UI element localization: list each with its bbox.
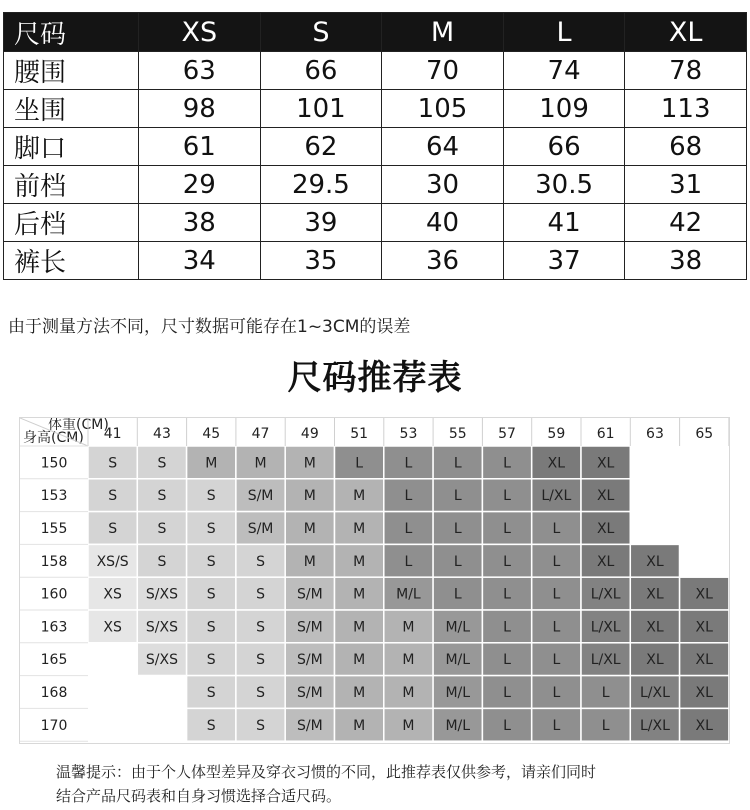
size-rec-label: L/XL [590,586,621,603]
size-cell: 61 [139,128,261,166]
size-rec-label: S/XS [145,586,178,603]
size-rec-label: L [503,488,511,505]
size-cell: 35 [260,242,382,280]
tip-line-2: 结合产品尺码表和自身习惯选择合适尺码。 [56,787,342,805]
weight-header: 47 [251,426,270,442]
size-cell: 38 [625,242,747,280]
size-rec-label: S [206,521,216,537]
size-cell: 78 [625,52,747,90]
size-cell: 42 [625,204,747,242]
weight-header: 53 [399,426,418,442]
size-rec-cell [137,708,186,741]
size-row [4,204,747,242]
size-rec-label: M [402,685,415,701]
weight-header: 41 [103,426,122,442]
size-rec-cell [680,446,729,479]
size-rec-label: XL [695,717,713,734]
size-row-label: 脚口 [4,128,139,166]
size-rec-label: S/M [297,586,323,603]
size-rec-label: S [206,586,216,603]
corner-weight-label: 体重(CM) [48,418,109,433]
size-rec-label: S [157,455,167,472]
size-rec-label: XL [646,619,664,636]
size-rec-label: L [552,619,561,636]
size-rec-label: L [503,685,511,701]
size-header-s: S [260,13,382,52]
size-rec-label: S [157,521,167,537]
size-rec-label: XL [596,488,615,505]
size-row-label: 后档 [4,204,139,242]
size-rec-label: S/M [247,488,274,505]
size-rec-label: XL [646,586,664,603]
recommend-title: 尺码推荐表 [287,358,463,398]
size-rec-label: M/L [445,652,471,669]
size-rec-cell [630,512,679,545]
size-rec-label: L [552,553,561,570]
size-rec-label: L [503,521,511,537]
size-rec-cell [88,676,137,709]
size-cell: 30 [382,166,504,204]
size-cell: 98 [139,90,261,128]
recommend-grid [20,418,729,743]
height-label: 153 [40,488,68,505]
size-rec-cell [680,479,729,512]
size-rec-label: S [108,521,118,537]
size-rec-label: L [503,455,511,472]
size-rec-label: S/M [297,717,323,734]
size-rec-label: XL [596,455,615,472]
recommend-grid-svg [20,418,729,743]
size-cell: 39 [260,204,382,242]
weight-header: 59 [547,426,566,442]
size-cell: 34 [139,242,261,280]
size-rec-label: L [503,717,511,734]
size-rec-label: S [108,455,118,472]
size-rec-label: S [206,488,216,505]
size-row-label: 腰围 [4,52,139,90]
size-rec-label: M/L [445,685,471,701]
size-cell: 40 [382,204,504,242]
size-rec-label: L [355,455,364,472]
size-cell: 113 [625,90,747,128]
size-header-xs: XS [139,13,261,52]
size-header-m: M [382,13,504,52]
size-cell: 105 [382,90,504,128]
size-rec-label: L/XL [590,619,621,636]
size-row [4,242,747,280]
size-cell: 66 [503,128,625,166]
size-rec-label: M/L [445,717,471,734]
size-row [4,166,747,204]
weight-header: 65 [695,426,714,442]
size-rec-cell [630,446,679,479]
weight-header: 57 [498,426,516,442]
size-cell: 29.5 [260,166,382,204]
size-rec-label: S/XS [145,652,178,669]
size-rec-label: S [206,685,216,701]
height-label: 160 [40,586,68,603]
size-table [3,12,747,280]
size-rec-label: L [453,455,462,472]
size-cell: 38 [139,204,261,242]
size-cell: 109 [503,90,625,128]
size-rec-label: L/XL [541,488,572,505]
size-rec-label: XL [695,685,713,701]
size-rec-label: L [503,619,511,636]
size-rec-label: L [601,717,610,734]
height-label: 168 [40,685,68,701]
corner-height-label: 身高(CM) [23,430,84,446]
size-rec-label: M [402,717,415,734]
size-cell: 29 [139,166,261,204]
size-rec-label: S [206,652,216,669]
size-rec-label: XL [547,455,566,472]
size-cell: 62 [260,128,382,166]
size-rec-label: XL [695,619,713,636]
size-rec-cell [88,708,137,741]
size-rec-label: M [353,619,366,636]
size-rec-label: S [256,553,265,570]
weight-header: 43 [153,426,171,442]
size-rec-label: M [353,586,366,603]
size-rec-label: L [552,685,561,701]
size-rec-label: S [256,619,265,636]
size-cell: 70 [382,52,504,90]
size-cell: 37 [503,242,625,280]
size-rec-label: L [552,586,561,603]
size-cell: 41 [503,204,625,242]
size-row-label: 坐围 [4,90,139,128]
size-rec-label: M [303,488,316,505]
size-row [4,52,747,90]
size-cell: 74 [503,52,625,90]
size-header-l: L [503,13,625,52]
weight-header: 49 [300,426,319,442]
size-rec-label: L [453,553,462,570]
size-cell: 31 [625,166,747,204]
size-rec-label: XL [695,586,713,603]
weight-header: 63 [646,426,664,442]
size-rec-label: L/XL [590,652,621,669]
size-table-header-row [4,13,747,52]
size-cell: 66 [260,52,382,90]
weight-header: 61 [596,426,615,442]
size-cell: 63 [139,52,261,90]
size-rec-label: S [206,619,216,636]
size-rec-label: M/L [396,586,421,603]
size-cell: 68 [625,128,747,166]
size-rec-cell [88,643,137,676]
size-rec-cell [680,544,729,577]
size-rec-label: XL [596,521,615,537]
size-rec-label: L [453,586,462,603]
tip-line-1: 温馨提示：由于个人体型差异及穿衣习惯的不同，此推荐表仅供参考，请亲们同时 [56,763,597,781]
size-rec-cell [137,676,186,709]
height-label: 163 [40,619,68,636]
size-rec-label: M [353,652,366,669]
size-rec-label: S [108,488,118,505]
weight-header: 55 [448,426,467,442]
size-rec-cell [680,512,729,545]
size-rec-label: M [353,521,366,537]
size-rec-label: L [453,488,462,505]
size-rec-label: XL [646,652,664,669]
measurement-note: 由于测量方法不同，尺寸数据可能存在1~3CM的误差 [8,317,411,337]
size-rec-label: M [402,619,415,636]
size-rec-label: S [157,488,167,505]
size-rec-label: L [552,652,561,669]
size-rec-label: XL [695,652,713,669]
size-cell: 64 [382,128,504,166]
size-rec-label: M [205,455,218,472]
size-rec-label: S [256,586,265,603]
size-rec-label: S/M [297,652,323,669]
tip-text [56,760,596,808]
height-label: 170 [40,717,68,734]
size-rec-label: M [353,488,366,505]
height-label: 165 [40,652,68,669]
size-cell: 30.5 [503,166,625,204]
size-header-xl: XL [625,13,747,52]
size-rec-label: S [256,685,265,701]
height-label: 158 [40,553,68,570]
size-rec-label: S/M [297,685,323,701]
weight-header: 45 [202,426,221,442]
size-rec-label: M [303,455,316,472]
size-rec-label: S [157,553,167,570]
size-rec-label: M [402,652,415,669]
size-row [4,128,747,166]
size-rec-label: XS [103,586,122,603]
size-rec-label: XL [596,553,615,570]
size-rec-label: L [503,553,511,570]
size-rec-label: L [601,685,610,701]
size-rec-label: L [404,521,413,537]
size-rec-cell [630,479,679,512]
size-cell: 36 [382,242,504,280]
size-rec-label: L [552,717,561,734]
size-rec-label: XL [646,553,664,570]
size-row-label: 前档 [4,166,139,204]
size-rec-label: M [353,553,366,570]
size-rec-label: L [552,521,561,537]
size-rec-label: S/M [297,619,323,636]
size-rec-label: M [353,717,366,734]
size-header-label: 尺码 [4,13,139,52]
size-rec-label: S [256,717,265,734]
size-rec-label: L [404,488,413,505]
weight-header: 51 [350,426,369,442]
size-cell: 101 [260,90,382,128]
size-rec-label: L [404,455,413,472]
size-row [4,90,747,128]
size-rec-label: XS/S [96,553,129,570]
size-rec-label: L [404,553,413,570]
size-rec-label: L [453,521,462,537]
height-label: 150 [40,455,68,472]
size-rec-label: L/XL [639,717,670,734]
size-rec-label: S [206,553,216,570]
size-rec-label: S [256,652,265,669]
size-rec-label: S/M [247,521,274,537]
size-rec-label: L/XL [639,685,670,701]
size-rec-label: M [303,521,316,537]
size-rec-label: XS [103,619,122,636]
size-rec-label: M [353,685,366,701]
size-rec-label: M [303,553,316,570]
size-rec-label: S [206,717,216,734]
height-label: 155 [40,521,68,537]
size-rec-label: L [503,652,511,669]
size-rec-label: S/XS [145,619,178,636]
size-rec-label: M [254,455,267,472]
grid-header-bg [20,418,729,446]
size-row-label: 裤长 [4,242,139,280]
size-rec-label: L [503,586,511,603]
size-rec-label: M/L [445,619,471,636]
